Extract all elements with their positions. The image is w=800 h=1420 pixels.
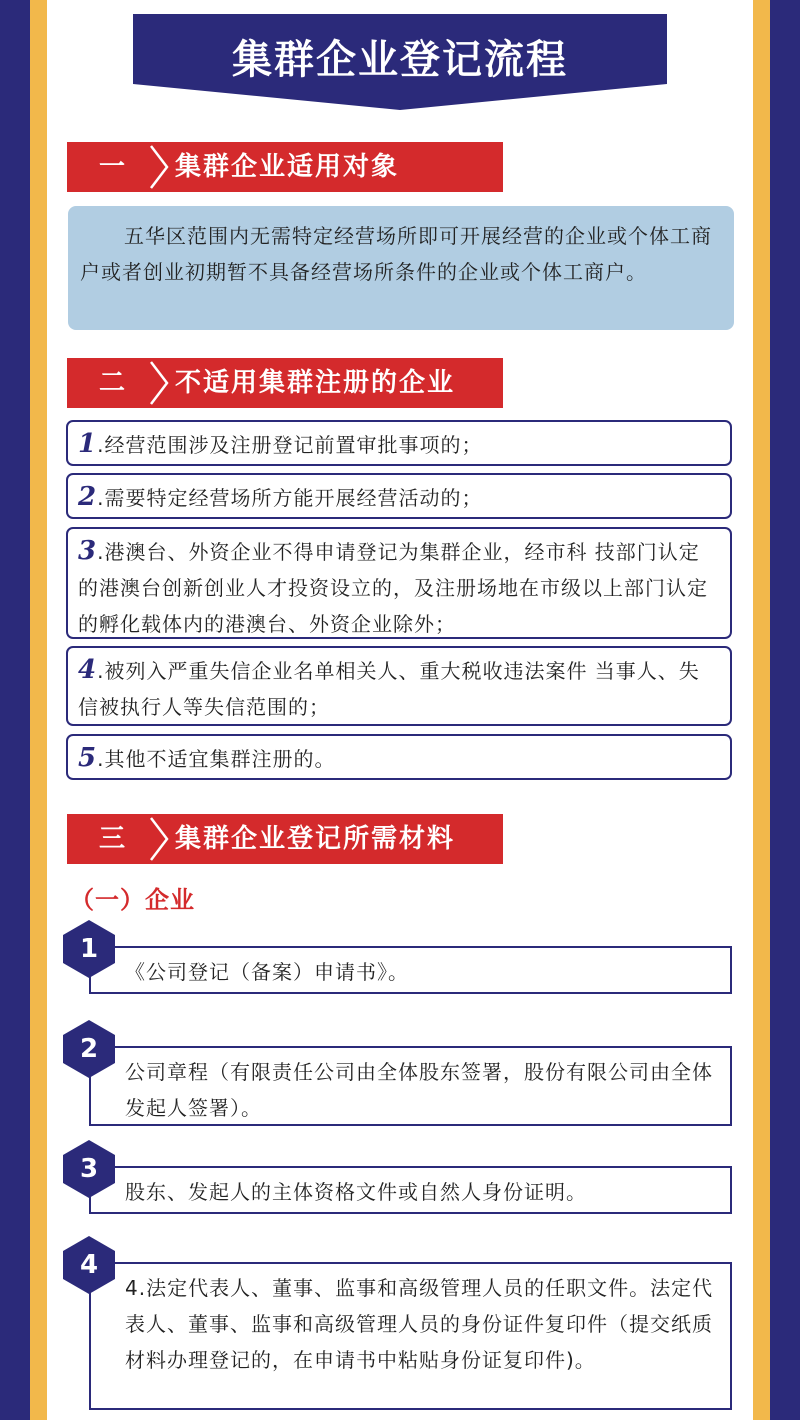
section-number: 一 [98, 152, 125, 182]
rule-item [66, 646, 732, 726]
chevron-right-icon [145, 814, 175, 864]
sub-heading: （一）企业 [70, 886, 195, 914]
material-text: 公司章程（有限责任公司由全体股东签署，股份有限公司由全体发起人签署）。 [125, 1060, 713, 1120]
rule-number: 3 [78, 536, 98, 566]
badge-number: 2 [79, 1034, 99, 1064]
section-title: 集群企业登记所需材料 [175, 824, 456, 854]
rule-text: .港澳台、外资企业不得申请登记为集群企业，经市科 技部门认定的港澳台创新创业人才投资设立的，及注册场地在市级以上部门认定的孵化载体内的港澳台、外资企业除外； [78, 540, 708, 636]
number-badge [63, 1236, 115, 1294]
right-border-blue [770, 0, 800, 1420]
rule-text: .其他不适宜集群注册的。 [97, 747, 336, 771]
right-border-gold [753, 0, 770, 1420]
title-banner [133, 14, 667, 110]
badge-number: 1 [79, 934, 99, 964]
material-text: 4.法定代表人、董事、监事和高级管理人员的任职文件。法定代表人、董事、监事和高级管理人员的身份证件复印件（提交纸质材料办理登记的，在申请书中粘贴身份证复印件)。 [125, 1276, 714, 1372]
material-item [89, 946, 732, 994]
intro-box [68, 206, 734, 330]
left-border-blue [0, 0, 30, 1420]
section-header-2 [67, 358, 503, 408]
rule-item [66, 473, 732, 519]
number-badge [63, 1020, 115, 1078]
page-title: 集群企业登记流程 [232, 36, 568, 83]
material-item [89, 1046, 732, 1126]
left-border-gold [30, 0, 47, 1420]
material-item [89, 1166, 732, 1214]
number-badge [63, 1140, 115, 1198]
rule-number: 1 [78, 429, 98, 459]
section-number: 二 [98, 368, 125, 398]
material-text: 股东、发起人的主体资格文件或自然人身份证明。 [125, 1180, 587, 1204]
chevron-right-icon [145, 142, 175, 192]
material-text: 《公司登记（备案）申请书》。 [125, 960, 409, 984]
badge-number: 3 [79, 1154, 99, 1184]
badge-number: 4 [79, 1250, 99, 1280]
section-title: 集群企业适用对象 [175, 152, 400, 182]
section-header-1 [67, 142, 503, 192]
rule-number: 4 [78, 655, 98, 685]
material-item [89, 1262, 732, 1410]
number-badge [63, 920, 115, 978]
rule-number: 2 [78, 482, 98, 512]
intro-text: 五华区范围内无需特定经营场所即可开展经营的企业或个体工商户或者创业初期暂不具备经营场所条件的企业或个体工商户。 [80, 224, 712, 284]
chevron-right-icon [145, 358, 175, 408]
rule-text: .被列入严重失信企业名单相关人、重大税收违法案件 当事人、失信被执行人等失信范围的； [78, 659, 700, 719]
section-title: 不适用集群注册的企业 [175, 368, 456, 398]
rule-text: .需要特定经营场所方能开展经营活动的； [97, 486, 483, 510]
rule-item [66, 734, 732, 780]
rule-item [66, 420, 732, 466]
rule-item [66, 527, 732, 639]
section-header-3 [67, 814, 503, 864]
section-number: 三 [98, 824, 125, 854]
rule-text: .经营范围涉及注册登记前置审批事项的； [97, 433, 483, 457]
rule-number: 5 [78, 743, 98, 773]
